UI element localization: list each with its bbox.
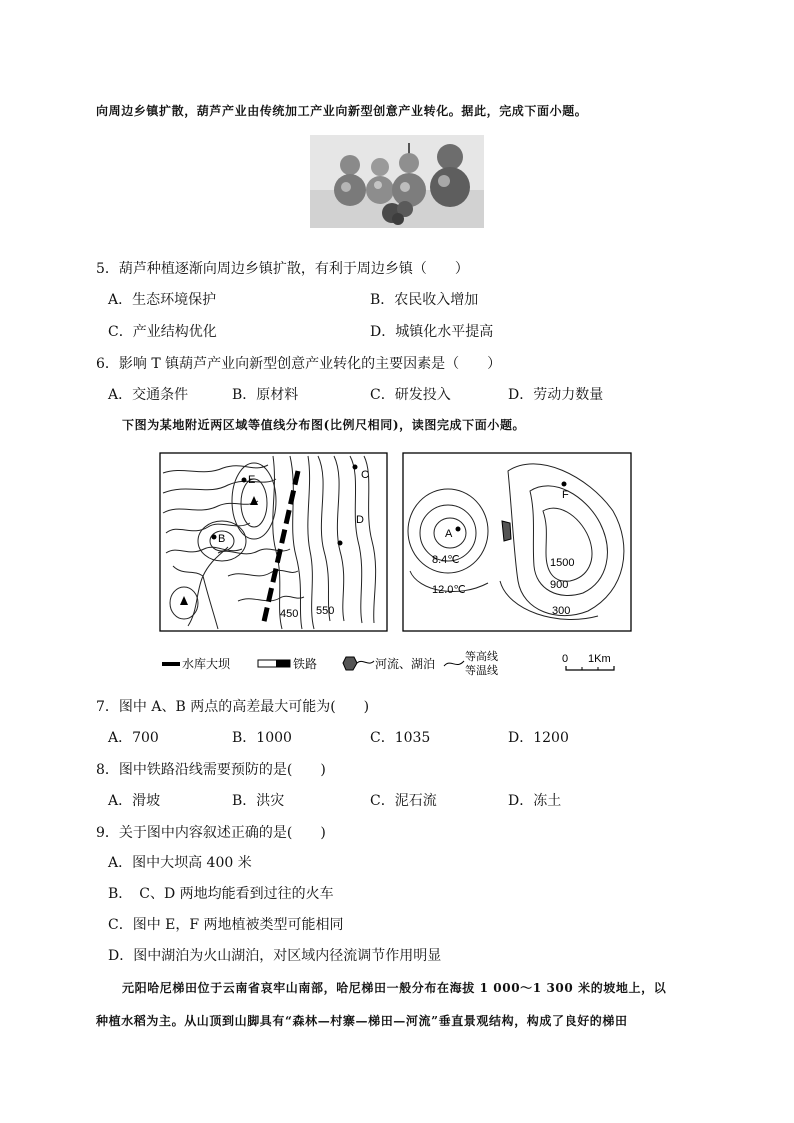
legend-river: 河流、湖泊	[375, 657, 436, 671]
question-7-option-c[interactable]: C．1035	[370, 730, 431, 746]
point-label-b: B	[218, 533, 226, 545]
question-7-option-b[interactable]: B．1000	[232, 730, 292, 746]
question-6-option-b[interactable]: B．原材料	[232, 387, 299, 403]
paragraph-line-2: 种植水稻为主。从山顶到山脚具有“森林—村寨—梯田—河流”垂直景观结构，构成了良好的梯田	[96, 1014, 628, 1028]
question-5-option-d[interactable]: D．城镇化水平提高	[370, 324, 494, 340]
scale-value: 1Km	[588, 653, 611, 665]
question-9-option-a[interactable]: A．图中大坝高 400 米	[108, 855, 252, 871]
question-8-option-d[interactable]: D．冻土	[508, 793, 562, 809]
question-9-option-c[interactable]: C．图中 E，F 两地植被类型可能相同	[108, 917, 344, 933]
question-7-option-d[interactable]: D．1200	[508, 730, 569, 746]
question-7-option-a[interactable]: A．700	[108, 730, 159, 746]
question-8-option-c[interactable]: C．泥石流	[370, 793, 437, 809]
question-8-option-a[interactable]: A．滑坡	[108, 793, 161, 809]
point-label-f: F	[562, 489, 569, 501]
question-6-stem: 6．影响 T 镇葫芦产业向新型创意产业转化的主要因素是（ ）	[96, 356, 502, 372]
question-8-stem: 8．图中铁路沿线需要预防的是( )	[96, 762, 326, 778]
isotherm-label-8-4: 8.4℃	[432, 554, 460, 566]
contour-label-300: 300	[552, 605, 571, 617]
map-legend	[162, 649, 614, 677]
point-label-a: A	[445, 528, 453, 540]
point-label-e: E	[248, 474, 256, 486]
question-6-option-c[interactable]: C．研发投入	[370, 387, 451, 403]
question-5-option-b[interactable]: B．农民收入增加	[370, 292, 479, 308]
contour-label-550: 550	[316, 605, 335, 617]
intro-text: 向周边乡镇扩散，葫芦产业由传统加工产业向新型创意产业转化。据此，完成下面小题。	[96, 104, 588, 118]
gourd-photo	[310, 135, 484, 228]
contour-label-1500: 1500	[550, 557, 575, 569]
question-6-option-a[interactable]: A．交通条件	[108, 387, 189, 403]
contour-label-900: 900	[550, 579, 569, 591]
legend-railway: 铁路	[293, 657, 318, 671]
contour-map-figure	[158, 451, 634, 679]
question-9-option-d[interactable]: D．图中湖泊为火山湖泊，对区域内径流调节作用明显	[108, 948, 442, 964]
question-5-stem: 5．葫芦种植逐渐向周边乡镇扩散，有利于周边乡镇（ ）	[96, 261, 469, 277]
point-label-d: D	[356, 514, 364, 526]
legend-dam: 水库大坝	[182, 657, 231, 671]
contour-label-450: 450	[280, 608, 299, 620]
isotherm-label-12: 12.0℃	[432, 584, 466, 596]
scale-zero: 0	[562, 653, 569, 665]
question-9-option-b[interactable]: B． C、D 两地均能看到过往的火车	[108, 886, 334, 902]
question-7-stem: 7．图中 A、B 两点的高差最大可能为( )	[96, 699, 370, 715]
point-label-c: C	[361, 469, 369, 481]
question-6-option-d[interactable]: D．劳动力数量	[508, 387, 604, 403]
question-5-option-c[interactable]: C．产业结构优化	[108, 324, 217, 340]
question-8-option-b[interactable]: B．洪灾	[232, 793, 285, 809]
legend-isotherm: 等温线	[465, 664, 498, 677]
legend-contour: 等高线	[465, 650, 498, 663]
paragraph-line-1: 元阳哈尼梯田位于云南省哀牢山南部，哈尼梯田一般分布在海拔 1 000～1 300 米的坡地上，以	[122, 981, 667, 995]
left-contour-map	[160, 453, 387, 631]
question-9-stem: 9．关于图中内容叙述正确的是( )	[96, 825, 326, 841]
map-intro: 下图为某地附近两区域等值线分布图(比例尺相同)，读图完成下面小题。	[122, 418, 526, 432]
right-contour-map	[403, 453, 631, 631]
question-5-option-a[interactable]: A．生态环境保护	[108, 292, 217, 308]
